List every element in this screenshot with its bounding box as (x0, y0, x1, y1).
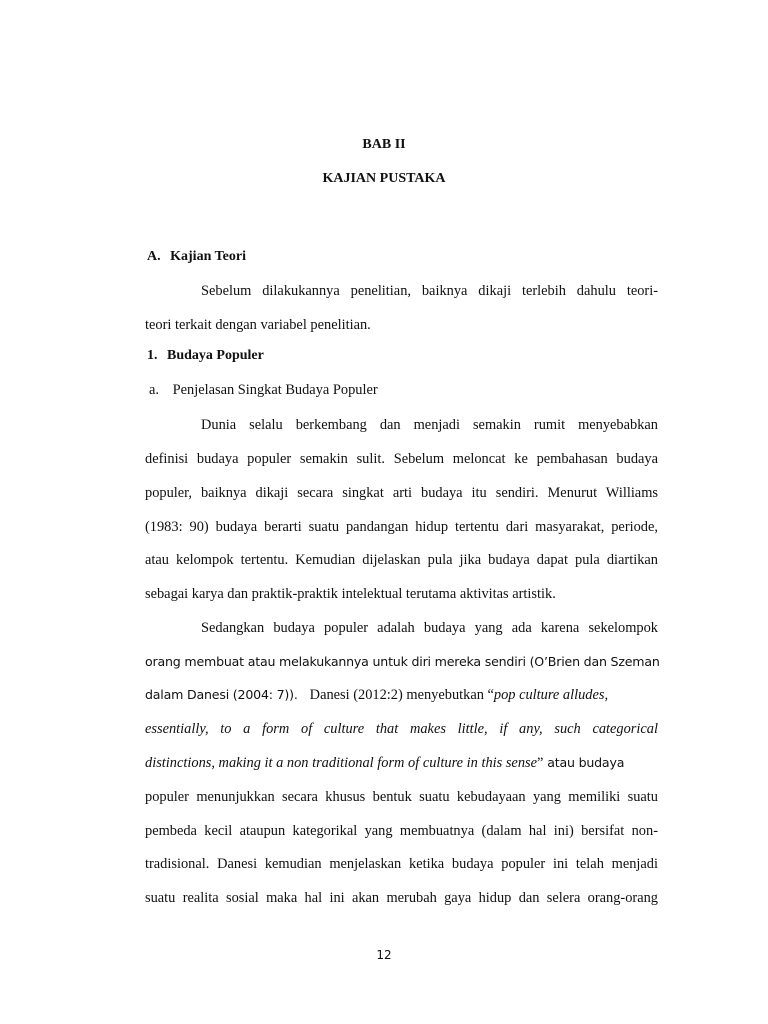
page-number: 12 (376, 948, 392, 962)
chapter-title: KAJIAN PUSTAKA (322, 171, 446, 186)
para2-line-3-quote: pop culture alludes, (493, 687, 609, 703)
subsection-a-title: Penjelasan Singkat Budaya Populer (172, 382, 378, 398)
para2-line-3-part-b: Danesi (2012:2) menyebutkan “ (309, 687, 494, 703)
para1-line-2: definisi budaya populer semakin sulit. Sebelum meloncat ke pembahasan budaya (145, 451, 658, 467)
subsection-a-heading (149, 382, 378, 399)
subsection-a-label: a. (149, 382, 159, 398)
subsection-1-heading (147, 348, 264, 364)
para1-line-5: atau kelompok tertentu. Kemudian dijelaskan pula jika budaya dapat pula diartikan (145, 552, 658, 568)
intro-line-1: Sebelum dilakukannya penelitian, baiknya dikaji terlebih dahulu teori- (201, 283, 658, 299)
section-a-label: A. (147, 249, 161, 264)
para2-line-1: Sedangkan budaya populer adalah budaya yang ada karena sekelompok (201, 620, 658, 636)
intro-line-2: teori terkait dengan variabel penelitian. (145, 317, 371, 333)
para2-line-4: essentially, to a form of culture that makes little, if any, such categorical (145, 721, 658, 737)
para2-line-5 (145, 754, 658, 772)
subsection-1-title: Budaya Populer (167, 348, 264, 363)
para2-line-6: populer menunjukkan secara khusus bentuk suatu kebudayaan yang memiliki suatu (145, 789, 658, 805)
para2-line-8: tradisional. Danesi kemudian menjelaskan ketika budaya populer ini telah menjadi (145, 856, 658, 872)
para2-line-5-tail: atau budaya (543, 755, 625, 770)
para2-line-7: pembeda kecil ataupun kategorikal yang membuatnya (dalam hal ini) bersifat non- (145, 823, 658, 839)
para1-line-1: Dunia selalu berkembang dan menjadi semakin rumit menyebabkan (201, 417, 658, 433)
para1-line-3: populer, baiknya dikaji secara singkat arti budaya itu sendiri. Menurut Williams (145, 485, 658, 501)
para2-line-3 (145, 686, 658, 704)
para2-line-2: orang membuat atau melakukannya untuk diri mereka sendiri (O’Brien dan Szeman (145, 654, 660, 669)
para2-line-3-part-a: dalam Danesi (2004: 7)). (145, 687, 298, 702)
subsection-1-label: 1. (147, 348, 158, 363)
para2-line-9: suatu realita sosial maka hal ini akan merubah gaya hidup dan selera orang-orang (145, 890, 658, 906)
chapter-label: BAB II (362, 137, 406, 152)
para2-line-5-quote: distinctions, making it a non traditional form of culture in this sense (145, 755, 538, 771)
para1-line-6: sebagai karya dan praktik-praktik intelektual terutama aktivitas artistik. (145, 586, 556, 602)
section-a-title: Kajian Teori (170, 249, 246, 264)
para2-line-5-close-quote: ” (537, 755, 544, 771)
para1-line-4: (1983: 90) budaya berarti suatu pandangan hidup tertentu dari masyarakat, periode, (145, 519, 658, 535)
section-a-heading (147, 249, 246, 265)
